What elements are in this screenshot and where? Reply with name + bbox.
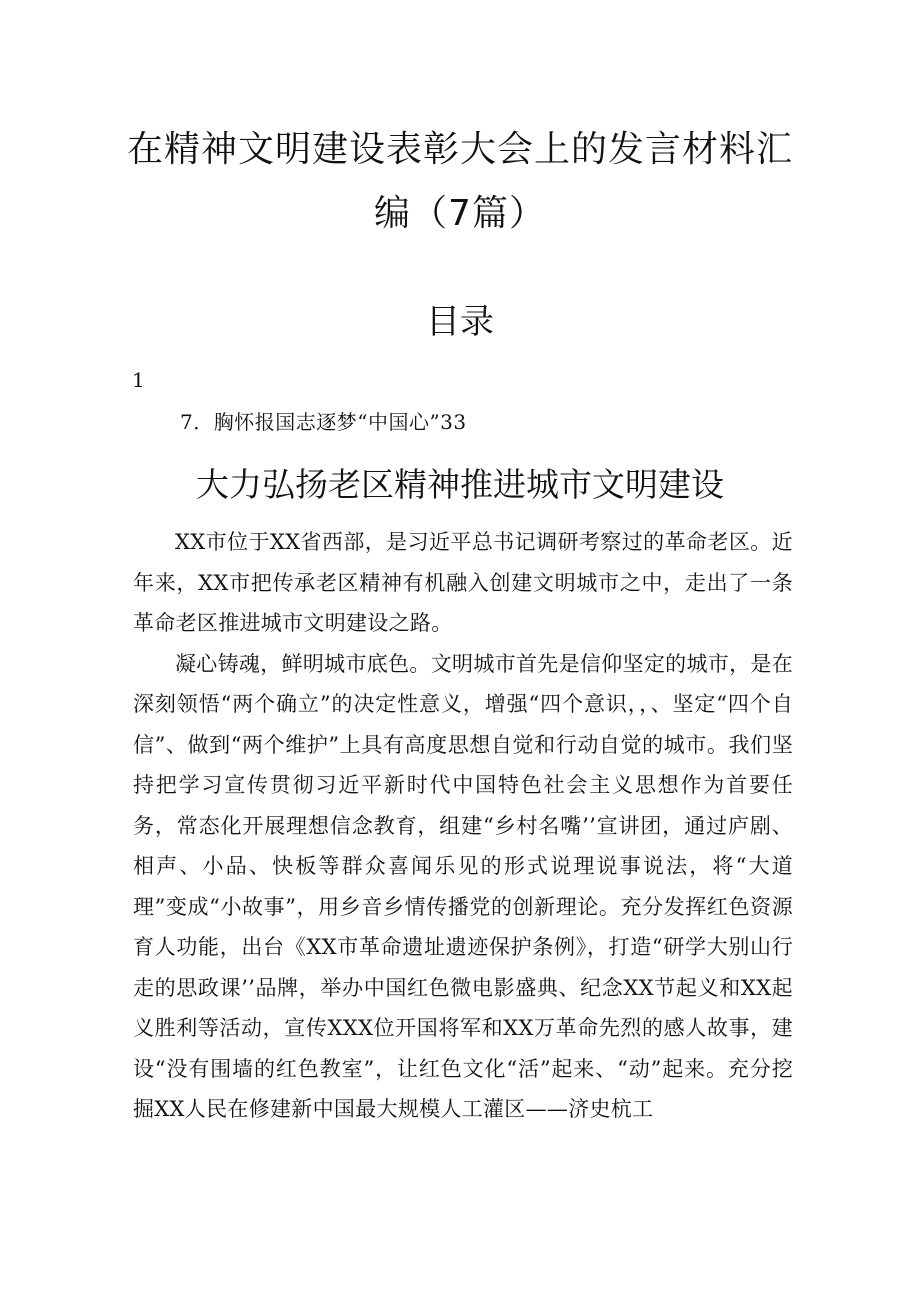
paragraph: XX市位于XX省西部，是习近平总书记调研考察过的革命老区。近年来，XX市把传承老区精神有机融入创建文明城市之中，走出了一条革命老区推进城市文明建设之路。 xyxy=(133,530,793,635)
toc-entry[interactable]: 7．胸怀报国志逐梦“中国心”33 xyxy=(180,410,467,434)
toc-number: 1 xyxy=(132,368,145,392)
document-title-line-1: 在精神文明建设表彰大会上的发言材料汇 xyxy=(126,129,793,170)
body-text xyxy=(133,522,793,1130)
paragraph: 凝心铸魂，鲜明城市底色。文明城市首先是信仰坚定的城市，是在深刻领悟“两个确立”的决定性意义，增强“四个意识，，、坚定“四个自信”、做到“两个维护”上具有高度思想自觉和行动自觉的城市。我们坚持把学习宣传贯彻习近平新时代中国特色社会主义思想作为首要任务，常态化开展理想信念教育，组建“乡村名嘴’’宣讲团，通过庐剧、相声、小品、快板等群众喜闻乐见的形式说理说事说法，将“大道理”变成“小故事”，用乡音乡情传播党的创新理论。充分发挥红色资源育人功能，出台《XX市革命遗址遗迹保护条例》，打造“研学大别山行走的思政课’’品牌，举办中国红色微电影盛典、纪念XX节起义和XX起义胜利等活动，宣传XXX位开国将军和XX万革命先烈的感人故事，建设“没有围墙的红色教室”，让红色文化“活”起来、“动”起来。充分挖掘XX人民在修建新中国最大规模人工灌区——济史杭工 xyxy=(133,651,793,1121)
toc-heading: 目录 xyxy=(426,302,494,342)
section-title: 大力弘扬老区精神推进城市文明建设 xyxy=(196,465,724,504)
document-title-line-2: 编（7篇） xyxy=(374,193,546,234)
